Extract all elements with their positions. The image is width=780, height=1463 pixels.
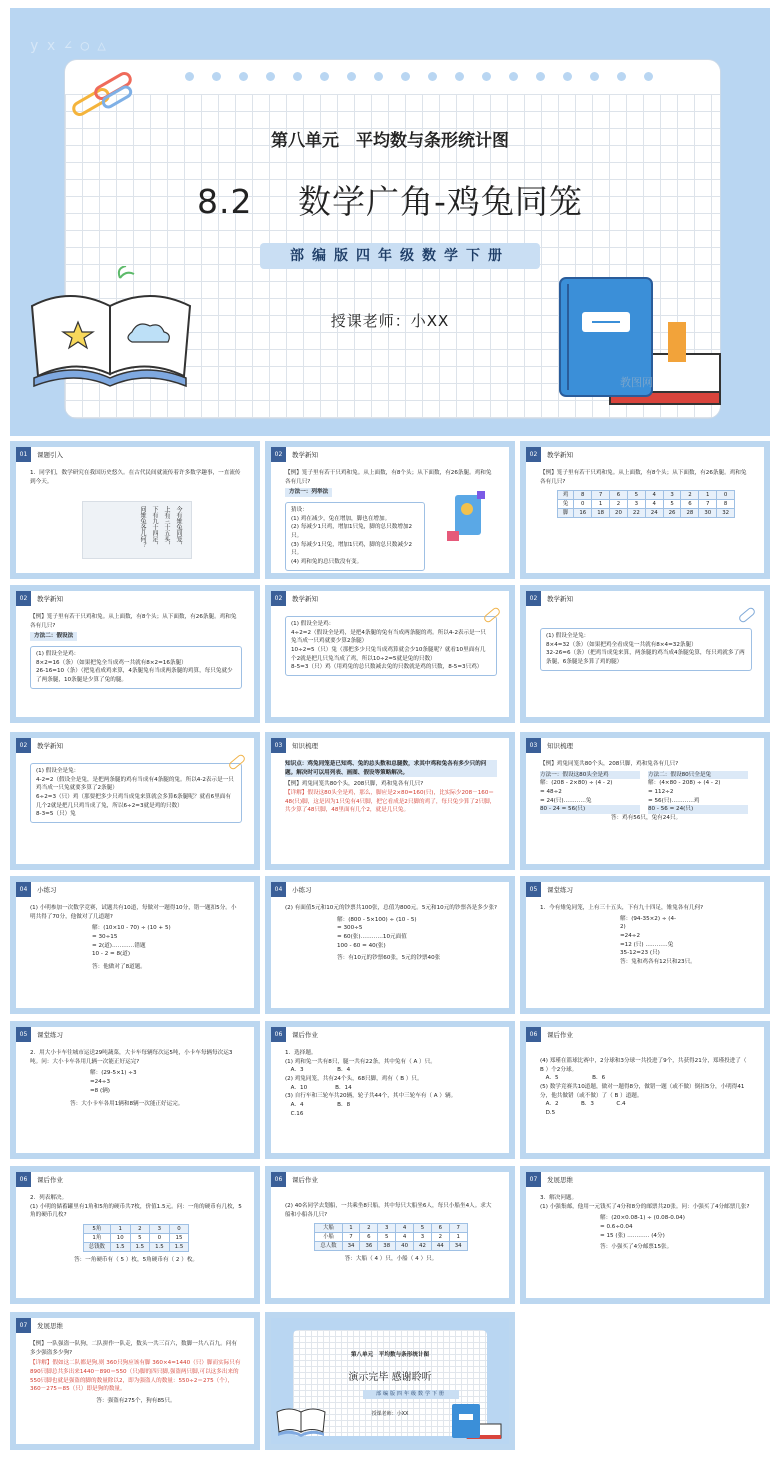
slide-thumbnail[interactable] <box>520 1021 770 1159</box>
slide-number: 03 <box>526 738 541 753</box>
slide-title: 发展思维 <box>37 1322 63 1330</box>
slide-number: 06 <box>16 1172 31 1187</box>
slide-thumbnail[interactable] <box>265 876 515 1014</box>
slide-thumbnail[interactable] <box>10 1312 260 1450</box>
slide-text: 1．同学们，数学研究在我国历史悠久。在古代民间就流传着许多数学趣事，一直流传到今天。 <box>30 470 241 485</box>
text-line: = 300÷5 <box>337 925 363 932</box>
table-cell: 0 <box>574 500 592 509</box>
paperclip-icon <box>68 70 138 118</box>
text-line: 3．解决问题。 <box>540 1195 578 1201</box>
question-text: 【例】笼子里有若干只鸡和兔。从上面数，有8个头；从下面数，有26条腿。鸡和兔各有几只? <box>30 614 237 629</box>
table-cell: 6 <box>431 1224 449 1233</box>
table-cell: 34 <box>449 1242 467 1251</box>
slide-title: 小练习 <box>292 886 312 894</box>
table-cell: 5角 <box>83 1224 110 1233</box>
slide-number: 02 <box>526 447 541 462</box>
slide-title: 发展思维 <box>547 1176 573 1184</box>
slide-number: 06 <box>526 1027 541 1042</box>
slide-title: 教学新知 <box>37 742 63 750</box>
unit-title: 第八单元 平均数与条形统计图 <box>271 131 509 151</box>
table-cell: 42 <box>414 1242 432 1251</box>
table-cell: 32 <box>717 509 735 518</box>
table-cell: 44 <box>431 1242 449 1251</box>
table-cell: 4 <box>396 1233 414 1242</box>
table-cell: 6 <box>360 1233 378 1242</box>
table-cell: 2 <box>681 491 699 500</box>
question-text: (1) 小明参加一次数学竞赛，试题共有10道，每做对一题得10分，错一题扣5分。小明共得了70分，他做对了几道题? <box>30 905 237 920</box>
text-line: 2) <box>620 924 626 931</box>
question-text: 【例】笼子里有若干只鸡和兔。从上面数，有8个头；从下面数，有26条腿。鸡和兔各有几只? <box>285 470 492 485</box>
text-line: (1) 假设全是鸡： <box>36 650 80 657</box>
unit-title: 第八单元 平均数与条形统计图 <box>350 1352 430 1358</box>
background-sketch: y x ∠ ○ △ <box>30 38 106 54</box>
table-cell: 2 <box>130 1224 150 1233</box>
table-cell: 5 <box>378 1233 396 1242</box>
notebook-icon <box>449 1402 503 1442</box>
slide-title: 课堂练习 <box>37 1031 63 1039</box>
table-cell: 7 <box>699 500 717 509</box>
text-line: 32-26=6（条）（把鸡当成兔来算，两条腿的鸡当成4条腿兔算，每只鸡就多了两条腿，6条腿是多算了鸡的腿） <box>546 650 745 665</box>
slide-thumbnail[interactable] <box>265 1312 515 1450</box>
text-line: 解：(10×10 - 70) ÷ (10 + 5) <box>92 925 171 932</box>
text-line: = 15 (张) ………… (4分) <box>600 1232 665 1239</box>
slide-title: 知识梳理 <box>292 742 318 750</box>
answer-text: 答：小强买了4分邮票15张。 <box>600 1244 673 1251</box>
slide-thumbnail[interactable] <box>265 585 515 723</box>
answer-text: 答：他做对了8道题。 <box>92 963 146 970</box>
table-cell: 6 <box>610 491 628 500</box>
answer-text: 答：鸡有56只，兔有24只。 <box>610 814 682 821</box>
table-cell: 8 <box>574 491 592 500</box>
table-cell: 16 <box>574 509 592 518</box>
table-cell: 1.5 <box>110 1242 130 1251</box>
table-cell: 22 <box>627 509 645 518</box>
watermark: 教图网 <box>620 376 653 389</box>
slide-number: 02 <box>271 591 286 606</box>
slide-title: 课题引入 <box>37 451 63 459</box>
thinking-figure-icon <box>441 487 493 547</box>
poem-line: 下有九十四足， <box>151 506 158 548</box>
table-cell: 2 <box>360 1224 378 1233</box>
answer-text: 答：有10元的钞票60张，5元的钞票40张 <box>337 955 441 962</box>
text-line: 26-16=10（条）（把兔看成鸡来算，4条腿兔有当成两条腿的鸡算，每只兔就少了两条腿，10条腿是少算了兔的腿。 <box>36 668 233 683</box>
table-cell: 4 <box>396 1224 414 1233</box>
knowledge-point: 知识点：鸡兔同笼是已知鸡、兔的总头数和总腿数，求其中鸡和兔各有多少只的问题。解决时可以用列表、画图、假设等策略解决。 <box>285 760 497 777</box>
question-text: 【例】鸡兔同笼共80个头，208只脚，鸡和兔各有几只? <box>285 781 424 788</box>
slide-number: 02 <box>271 447 286 462</box>
text-line: (4) 郑瑾在篮球比赛中，2分球和3分球一共投进了9个，共获得21分，郑瑾投进了（ B ）个2分球。 <box>540 1058 747 1073</box>
table-cell: 4 <box>645 491 663 500</box>
text-line: (1) 鸡在减少，兔在增加，脚也在增加。 <box>291 515 391 522</box>
table-cell: 1角 <box>83 1233 110 1242</box>
text-line: (2) 每减少1只鸡，增加1只兔，脚的总只数增加2只。 <box>291 524 413 539</box>
poem-line: 今有雉兔同笼， <box>175 506 182 548</box>
table-cell: 18 <box>592 509 610 518</box>
text-line: 80 - 24 = 56(只) <box>540 805 640 814</box>
text-line: 4-2=2（假设全是兔，是把两条腿的鸡有当成有4条腿的兔。所以4-2表示是一只鸡当成一只兔就要多算了2条腿） <box>36 776 234 792</box>
table-cell: 26 <box>663 509 681 518</box>
table-cell: 小船 <box>315 1233 342 1242</box>
slide-number: 04 <box>16 882 31 897</box>
table-cell: 1.5 <box>130 1242 150 1251</box>
table-cell: 36 <box>360 1242 378 1251</box>
question-text: 2．用大小卡车往城市运送29吨蔬菜，大卡车每辆每次运5吨，小卡车每辆每次运3吨。问：大小卡车各用几辆一次能正好运完? <box>30 1050 233 1065</box>
slide-thumbnail[interactable] <box>520 585 770 723</box>
table-cell: 总钱数 <box>83 1242 110 1251</box>
slide-title: 教学新知 <box>37 595 63 603</box>
text-line: A．4 B．8 <box>285 1101 351 1108</box>
text-line: 8×2=16（条）（如果把兔全当成鸡一共就有8×2=16条腿） <box>36 659 187 666</box>
text-line: 解：(29-5×1) ÷3 <box>90 1070 137 1077</box>
teacher-label: 授课老师：小XX <box>330 312 450 330</box>
text-line: 1．选择题。 <box>285 1050 317 1056</box>
slide-title: 小练习 <box>37 886 57 894</box>
table-cell: 28 <box>681 509 699 518</box>
table-cell: 15 <box>169 1233 189 1242</box>
table-cell: 3 <box>378 1224 396 1233</box>
slide-thumbnail[interactable] <box>10 441 260 579</box>
slide-thumbnail[interactable] <box>10 585 260 723</box>
table-cell: 3 <box>414 1233 432 1242</box>
text-line: 解：(800 - 5×100) ÷ (10 - 5) <box>337 916 417 923</box>
table-cell: 鸡 <box>557 491 573 500</box>
coin-table <box>83 1224 190 1252</box>
explanation-text: 【详解】假如这二队都是狗,则 360只狗应该有脚 360×4=1440（只）脚而实际只有890只脚总共多出来1440－890＝550（只)脚的四只脚,强盗两只脚,可以这多出来的550只脚也就是强盗的脚的数量除以2，即为强盗人的数量：550÷2＝275（个），360－275＝85（只）即是狗的数量。 <box>30 1360 241 1393</box>
slide-title: 课堂练习 <box>547 886 573 894</box>
table-cell: 1 <box>449 1233 467 1242</box>
slide-title: 教学新知 <box>547 595 573 603</box>
table-cell: 1 <box>342 1224 360 1233</box>
slide-title: 课后作业 <box>292 1176 318 1184</box>
text-line: = 30÷15 <box>92 933 118 940</box>
text-line: (1) 假设全是兔： <box>36 768 80 774</box>
text-line: (2) 40名同学去划船，一共乘坐8只船，其中每只大船坐6人，每只小船坐4人。求大船和小船各几只? <box>285 1203 492 1218</box>
table-cell: 20 <box>610 509 628 518</box>
text-line: 10 - 2 = 8(道) <box>92 951 131 958</box>
table-cell: 10 <box>110 1233 130 1242</box>
slide-number: 04 <box>271 882 286 897</box>
slide-number: 06 <box>271 1172 286 1187</box>
table-cell: 1 <box>110 1224 130 1233</box>
poem-line: 上有三十五头， <box>163 506 170 548</box>
table-cell: 6 <box>681 500 699 509</box>
slide-title: 课后作业 <box>547 1031 573 1039</box>
text-line: A．5 B．6 <box>540 1075 606 1082</box>
text-line: = 56(只)…………鸡 <box>648 797 700 804</box>
answer-text: 答：大船（ 4 ）只，小船（ 4 ）只。 <box>344 1256 438 1263</box>
text-line: 解：(208 - 2×80) ÷ (4 - 2) <box>540 780 613 787</box>
text-line: (1) 小明的储蓄罐里有1角和5角的硬币共7枚，价值1.5元。问：一角的硬币有几枚，5角的硬币几枚? <box>30 1203 242 1219</box>
table-cell: 0 <box>717 491 735 500</box>
answer-text: 答：兔和鸡各有12只和23只。 <box>620 958 696 965</box>
text-line: (3) 自行车和三轮车共20辆，轮子共44个，其中三轮车有（ A ）辆。 <box>285 1093 457 1100</box>
lesson-title: 8.2 数学广角-鸡兔同笼 <box>197 182 583 221</box>
slide-thumbnail[interactable] <box>265 732 515 870</box>
text-line: (1) 假设全是兔： <box>546 633 590 639</box>
table-cell: 0 <box>150 1233 170 1242</box>
text-line: = 0.6÷0.04 <box>600 1223 633 1230</box>
method-label: 方法一：列举法 <box>285 488 332 497</box>
enumeration-table <box>557 490 735 518</box>
table-cell: 5 <box>663 500 681 509</box>
table-cell: 7 <box>449 1224 467 1233</box>
text-line: = 2(道)…………错题 <box>92 942 146 949</box>
slide-title: 知识梳理 <box>547 742 573 750</box>
textbook-badge: 部编版四年级数学下册 <box>260 243 540 269</box>
table-cell: 2 <box>610 500 628 509</box>
slide-number: 05 <box>526 882 541 897</box>
slide-number: 06 <box>271 1027 286 1042</box>
slide-thumbnail[interactable] <box>265 1166 515 1304</box>
text-line: (1) 假设全是鸡： <box>291 621 335 627</box>
table-cell: 脚 <box>557 509 573 518</box>
closing-slide <box>271 1318 509 1444</box>
text-line: 100 - 60 = 40(张) <box>337 942 386 949</box>
text-line: (2) 鸡兔同笼，共有24个头，68只脚，鸡有（ B ）只。 <box>285 1075 423 1082</box>
text-line: = 60(张)…………10元面值 <box>337 933 407 940</box>
method-label: 方法二：假设法 <box>30 632 77 641</box>
slide-thumbnail[interactable] <box>520 1166 770 1304</box>
text-line: 6÷2=3（只）鸡（那要把多少只鸡当成兔来算就会多算6条腿呢？就看6里面有几个2就是把几只鸡当成了兔，所以6÷2=3就是鸡的只数） <box>36 793 231 809</box>
table-cell: 5 <box>130 1233 150 1242</box>
paperclip-icon <box>738 606 757 624</box>
table-cell: 1 <box>699 491 717 500</box>
binder-holes <box>185 72 653 81</box>
ancient-poem <box>82 501 192 559</box>
text-line: 猜设： <box>291 506 308 513</box>
answer-text: 答：强盗有275个，狗有85只。 <box>96 1397 176 1404</box>
table-cell: 2 <box>431 1233 449 1242</box>
text-line: 35-12=23 (只) <box>620 950 660 957</box>
slide-thumbnail[interactable] <box>10 1021 260 1159</box>
table-cell: 30 <box>699 509 717 518</box>
table-cell: 5 <box>414 1224 432 1233</box>
table-cell: 1.5 <box>150 1242 170 1251</box>
slide-thumbnail[interactable] <box>520 876 770 1014</box>
text-line: (5) 数学竞赛共10道题，做对一题得8分，做错一题（或不做）倒扣5分，小明得41分，他共做错（或不做）了（ B ）道题。 <box>540 1083 745 1099</box>
boat-table <box>314 1223 467 1251</box>
table-cell: 4 <box>645 500 663 509</box>
method-one-label: 方法一：假设这80头全是鸡 <box>540 771 640 780</box>
table-cell: 0 <box>169 1224 189 1233</box>
slide-thumbnail[interactable] <box>10 876 260 1014</box>
text-line: (1) 鸡和兔一共有8只，腿一共有22条，其中兔有（ A ）只。 <box>285 1058 436 1065</box>
slide-thumbnail[interactable] <box>520 441 770 579</box>
text-line: (4) 鸡和兔的总只数没有变。 <box>291 558 363 565</box>
table-cell: 7 <box>592 491 610 500</box>
text-line: 8×4=32（条）（如果把鸡全看成兔一共就有8×4=32条腿） <box>546 641 697 648</box>
cover-slide <box>10 8 770 436</box>
slide-number: 03 <box>271 738 286 753</box>
text-line: 8-3=5（只）兔 <box>36 811 76 818</box>
table-cell: 38 <box>378 1242 396 1251</box>
table-cell: 大船 <box>315 1224 342 1233</box>
answer-text: 答：大小卡车各用1辆和8辆一次能正好运完。 <box>70 1101 184 1108</box>
table-cell: 兔 <box>557 500 573 509</box>
table-cell: 24 <box>645 509 663 518</box>
slide-title: 课后作业 <box>37 1176 63 1184</box>
slide-thumbnail[interactable] <box>10 732 260 870</box>
method-two-label: 方法二：假设80只全是兔 <box>648 771 748 780</box>
teacher-label: 授课老师：小XX <box>371 1411 409 1417</box>
slide-thumbnail[interactable] <box>520 732 770 870</box>
slide-thumbnail[interactable] <box>265 441 515 579</box>
table-cell: 总人数 <box>315 1242 342 1251</box>
table-cell: 3 <box>663 491 681 500</box>
table-cell: 3 <box>150 1224 170 1233</box>
question-text: 【例】笼子里有若干只鸡和兔。从上面数，有8个头；从下面数，有26条腿。鸡和兔各有几只? <box>540 470 747 485</box>
text-line: 解：(4×80 - 208) ÷ (4 - 2) <box>648 780 721 787</box>
open-book-icon <box>20 266 200 396</box>
text-line: A．10 B．14 <box>285 1084 352 1091</box>
text-line: = 48÷2 <box>540 788 562 795</box>
slide-thumbnail[interactable] <box>10 1166 260 1304</box>
slide-number: 02 <box>16 738 31 753</box>
text-line: A．3 B．4 <box>285 1067 351 1074</box>
table-cell: 1.5 <box>169 1242 189 1251</box>
text-line: C.16 <box>285 1110 304 1117</box>
explanation-text: 【详解】假设这80头全是鸡，那么，脚应是2×80=160(只)，比实际少208－160＝48(只)脚，这是因为1只兔有4只脚，把它看成是2只脚的鸡了，每只兔少算了2只脚，共少算了48只脚，48里面有几个2，就是几只兔。 <box>285 789 496 814</box>
table-cell: 5 <box>627 491 645 500</box>
text-line: 4÷2=2（假设全是鸡，是把4条腿的兔有当成两条腿的鸡。所以4-2表示是一只兔当成一只鸡就要少算2条腿） <box>291 629 486 645</box>
slide-number: 02 <box>526 591 541 606</box>
table-cell: 1 <box>592 500 610 509</box>
slide-number: 01 <box>16 447 31 462</box>
textbook-badge: 部编版四年级数学下册 <box>363 1390 459 1399</box>
text-line: (1) 小强集邮，他用一元钱买了4分和8分的邮票共20张。问：小强买了4分邮票几张? <box>540 1203 750 1210</box>
question-text: 1．今有雉兔同笼，上有三十五头，下有九十四足，雉兔各有几何? <box>540 905 704 911</box>
closing-title: 演示完毕 感谢聆听 <box>348 1372 432 1383</box>
text-line: 10÷2=5（只）兔（那把多少只兔当成鸡算就会少10条腿呢？就看10里面有几个2就是把几只兔当成了鸡，所以10÷2=5就是兔的只数） <box>291 646 486 662</box>
table-cell: 40 <box>396 1242 414 1251</box>
slide-number: 07 <box>16 1318 31 1333</box>
slide-title: 教学新知 <box>292 595 318 603</box>
question-text: (2) 有面值5元和10元的钞票共100张，总值为800元。5元和10元的钞票各是多少张? <box>285 905 498 911</box>
text-line: =8 (辆) <box>90 1087 110 1094</box>
text-line: 80 - 56 = 24(只) <box>648 805 748 814</box>
text-line: A．2 B．3 C.4 <box>540 1101 626 1108</box>
text-line: 8-5=3（只）鸡（用鸡兔的总只数减去兔的只数就是鸡的只数，8-5=3只鸡） <box>291 664 483 671</box>
text-line: 解：(20×0.08-1) ÷ (0.08-0.04) <box>600 1215 685 1222</box>
text-line: = 24(只)…………兔 <box>540 797 592 804</box>
notebook-icon <box>550 274 730 414</box>
slide-title: 教学新知 <box>547 451 573 459</box>
answer-text: 答：一角硬币有（ 5 ）枚，5角硬币有（ 2 ）枚。 <box>73 1256 199 1263</box>
text-line: 解：(94-35×2) ÷ (4- <box>620 915 677 922</box>
slide-title: 教学新知 <box>292 451 318 459</box>
poem-line: 问雉兔各几何？ <box>139 506 146 548</box>
question-text: 【例】鸡兔同笼共80个头，208只脚，鸡和兔各有几只? <box>540 761 679 767</box>
table-cell: 3 <box>627 500 645 509</box>
table-cell: 34 <box>342 1242 360 1251</box>
table-cell: 8 <box>717 500 735 509</box>
text-line: =12 (只) …………兔 <box>620 941 674 948</box>
text-line: =24÷2 <box>620 932 641 939</box>
slide-title: 课后作业 <box>292 1031 318 1039</box>
slide-number: 02 <box>16 591 31 606</box>
text-line: = 112÷2 <box>648 788 674 795</box>
text-line: 2．列表解决。 <box>30 1195 68 1201</box>
text-line: =24÷3 <box>90 1078 111 1085</box>
slide-number: 07 <box>526 1172 541 1187</box>
open-book-icon <box>273 1400 329 1440</box>
question-text: 【例】一队强盗一队狗，二队拼作一队走，数头一共三百六，数脚一共八百九。问有多少强盗多少狗? <box>30 1341 237 1356</box>
text-line: (3) 每减少1只兔，增加1只鸡，脚的总只数减少2只。 <box>291 541 413 557</box>
table-cell: 7 <box>342 1233 360 1242</box>
text-line: D.5 <box>540 1109 556 1116</box>
slide-number: 05 <box>16 1027 31 1042</box>
slide-thumbnail[interactable] <box>265 1021 515 1159</box>
